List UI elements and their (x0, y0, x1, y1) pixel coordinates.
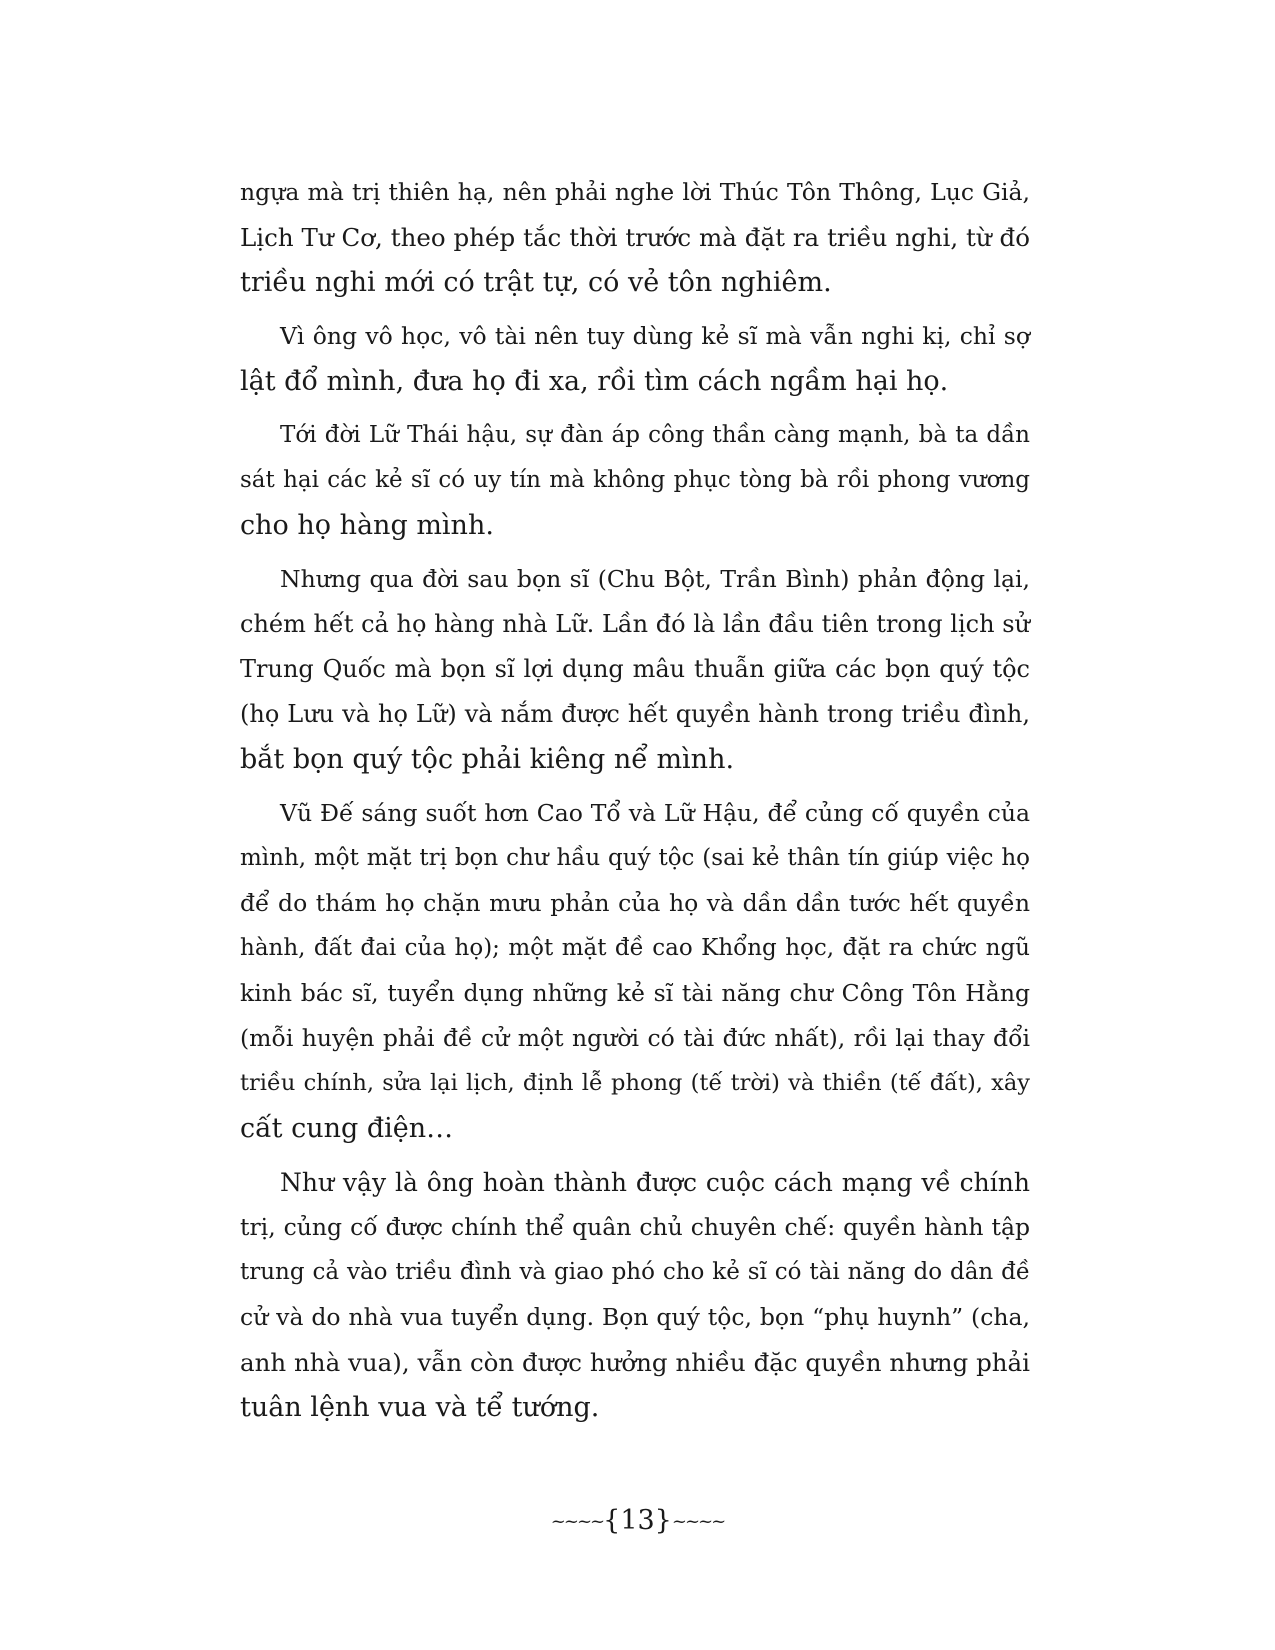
text-line: hành, đất đai của họ); một mặt đề cao Khổng học, đặt ra chức ngũ (240, 935, 1030, 961)
text-line: tuân lệnh vua và tể tướng. (240, 1392, 600, 1423)
text-line: Như vậy là ông hoàn thành được cuộc cách mạng về chính (280, 1168, 1030, 1197)
page-body (240, 170, 1030, 1439)
paragraph (240, 1160, 1030, 1430)
paragraph (240, 413, 1030, 548)
text-line: Lịch Tư Cơ, theo phép tắc thời trước mà đặt ra triều nghi, từ đó (240, 223, 1030, 252)
text-line: cất cung điện… (240, 1113, 454, 1144)
text-line: lật đổ mình, đưa họ đi xa, rồi tìm cách ngầm hại họ. (240, 366, 949, 397)
text-line: Nhưng qua đời sau bọn sĩ (Chu Bột, Trần Bình) phản động lại, (280, 565, 1030, 593)
text-line: để do thám họ chặn mưu phản của họ và dần dần tước hết quyền (240, 889, 1030, 917)
page-number: 13 (620, 1505, 655, 1536)
text-line: Tới đời Lữ Thái hậu, sự đàn áp công thần càng mạnh, bà ta dần (280, 422, 1030, 448)
text-line: ngựa mà trị thiên hạ, nên phải nghe lời Thúc Tôn Thông, Lục Giả, (240, 178, 1030, 206)
text-line: Vì ông vô học, vô tài nên tuy dùng kẻ sĩ mà vẫn nghi kị, chỉ sợ (280, 322, 1030, 350)
text-line: chém hết cả họ hàng nhà Lữ. Lần đó là lần đầu tiên trong lịch sử (240, 610, 1030, 638)
text-line: sát hại các kẻ sĩ có uy tín mà không phục tòng bà rồi phong vương (240, 467, 1030, 493)
text-line: bắt bọn quý tộc phải kiêng nể mình. (240, 744, 735, 775)
page-number-footer: ~~~~{13}~~~~ (550, 1505, 725, 1536)
ornament-right: ~~~~ (671, 1511, 725, 1532)
text-line: mình, một mặt trị bọn chư hầu quý tộc (sai kẻ thân tín giúp việc họ (240, 845, 1030, 871)
text-line: trung cả vào triều đình và giao phó cho kẻ sĩ có tài năng do dân đề (240, 1259, 1030, 1285)
text-line: cho họ hàng mình. (240, 510, 494, 541)
text-line: triều chính, sửa lại lịch, định lễ phong (tế trời) và thiền (tế đất), xây (240, 1070, 1030, 1096)
ornament-left: ~~~~ (550, 1511, 604, 1532)
paragraph (240, 791, 1030, 1151)
text-line: triều nghi mới có trật tự, có vẻ tôn nghiêm. (240, 267, 832, 298)
text-line: (mỗi huyện phải đề cử một người có tài đức nhất), rồi lại thay đổi (240, 1024, 1030, 1052)
text-line: Trung Quốc mà bọn sĩ lợi dụng mâu thuẫn giữa các bọn quý tộc (240, 655, 1030, 683)
text-line: cử và do nhà vua tuyển dụng. Bọn quý tộc, bọn “phụ huynh” (cha, (240, 1303, 1030, 1331)
text-line: (họ Lưu và họ Lữ) và nắm được hết quyền hành trong triều đình, (240, 700, 1030, 728)
text-line: kinh bác sĩ, tuyển dụng những kẻ sĩ tài năng chư Công Tôn Hằng (240, 979, 1030, 1007)
paragraph (240, 170, 1030, 305)
text-line: anh nhà vua), vẫn còn được hưởng nhiều đặc quyền nhưng phải (240, 1348, 1030, 1377)
paragraph (240, 314, 1030, 404)
paragraph (240, 557, 1030, 782)
text-line: trị, củng cố được chính thể quân chủ chuyên chế: quyền hành tập (240, 1213, 1030, 1241)
text-line: Vũ Đế sáng suốt hơn Cao Tổ và Lữ Hậu, để củng cố quyền của (280, 799, 1030, 827)
